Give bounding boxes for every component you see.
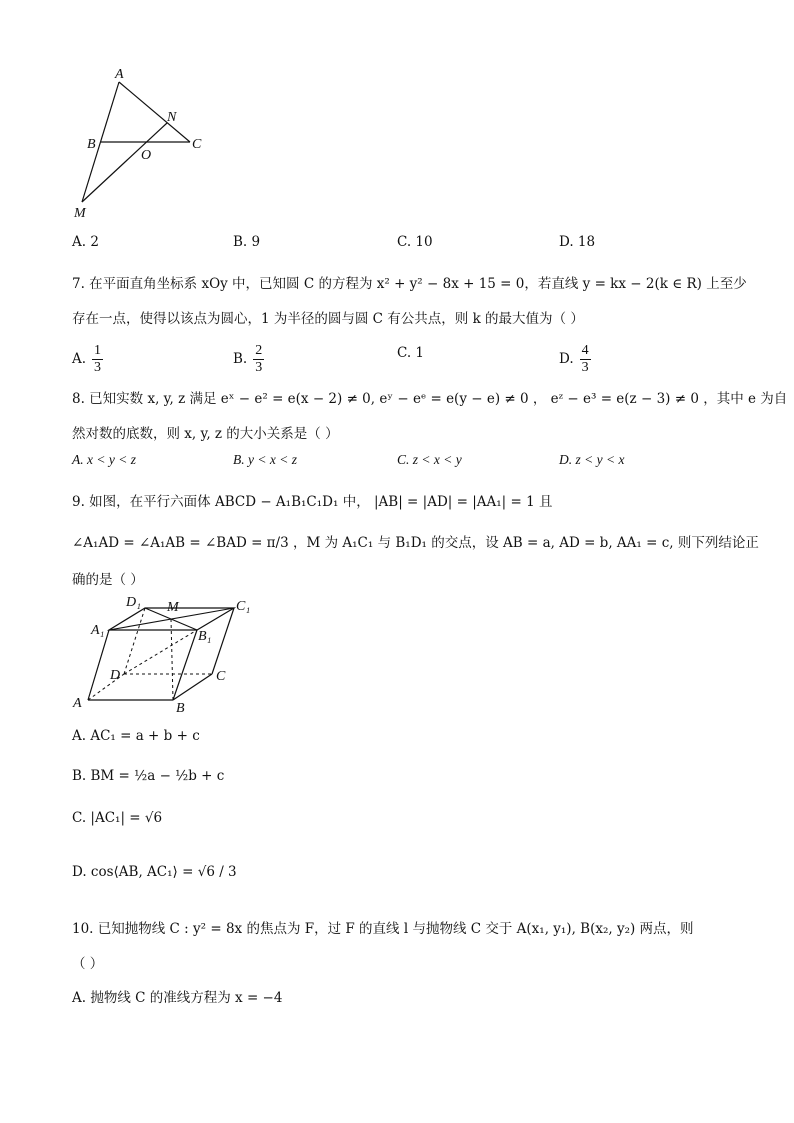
q10-option-a[interactable]: A. 抛物线 C 的准线方程为 x = −4 — [72, 990, 283, 1006]
label-c: C — [216, 669, 226, 684]
label-n: N — [167, 110, 177, 125]
q7-d-numerator: 4 — [581, 343, 589, 358]
label-o: O — [141, 148, 152, 163]
q7-stem-line1: 7. 在平面直角坐标系 xOy 中，已知圆 C 的方程为 x² + y² − 8x + 15 = 0，若直线 y = kx − 2(k ∈ R) 上至少 — [72, 276, 747, 292]
label-c: C — [192, 137, 202, 152]
q9-stem-line1: 9. 如图，在平行六面体 ABCD − A₁B₁C₁D₁ 中， |AB| = |AD| = |AA₁| = 1 且 — [72, 494, 553, 510]
edge-bb1 — [173, 630, 197, 700]
q7-b-denominator: 3 — [255, 360, 263, 375]
label-a: A — [115, 67, 124, 82]
q7-option-b-fraction — [253, 343, 264, 376]
label-b: B — [176, 701, 185, 716]
q8-stem-line2: 然对数的底数，则 x, y, z 的大小关系是（ ） — [72, 426, 339, 442]
q8-option-b[interactable]: B. y < x < z — [233, 452, 297, 467]
label-b: B — [87, 137, 96, 152]
q7-option-a[interactable] — [72, 343, 103, 376]
q10-stem-line2: （ ） — [72, 956, 104, 972]
edge-bc — [173, 674, 212, 700]
q7-option-a-label: A. — [72, 351, 87, 367]
label-d1: D₁ — [126, 595, 141, 610]
q6-option-b[interactable]: B. 9 — [233, 234, 261, 250]
q7-option-d[interactable] — [559, 343, 591, 376]
q9-option-a[interactable]: A. AC₁ = a + b + c — [72, 728, 200, 744]
q7-a-denominator: 3 — [94, 360, 102, 375]
q7-option-d-fraction — [580, 343, 591, 376]
q9-option-d[interactable]: D. cos⟨AB, AC₁⟩ = √6 / 3 — [72, 864, 237, 880]
q9-stem-line3: 确的是（ ） — [72, 572, 144, 588]
label-m: M — [167, 600, 179, 615]
edge-aa1 — [88, 630, 109, 700]
q9-option-b[interactable]: B. BM = ½a − ½b + c — [72, 768, 225, 784]
q6-option-d[interactable]: D. 18 — [559, 234, 596, 250]
q8-option-c[interactable]: C. z < x < y — [397, 452, 462, 467]
q7-b-numerator: 2 — [255, 343, 263, 358]
label-d: D — [110, 668, 121, 683]
q8-option-a[interactable]: A. x < y < z — [72, 452, 136, 467]
q7-options — [72, 333, 732, 373]
triangle-figure — [70, 62, 220, 222]
q7-option-c[interactable]: C. 1 — [397, 345, 425, 361]
q6-option-c[interactable]: C. 10 — [397, 234, 433, 250]
q9-stem-line2: ∠A₁AD = ∠A₁AB = ∠BAD = π/3 ，M 为 A₁C₁ 与 B₁D₁ 的交点，设 AB = a, AD = b, AA₁ = c, 则下列结论正 — [72, 535, 759, 551]
segment-db1-hidden — [124, 630, 197, 674]
parallelepiped-figure — [70, 590, 270, 720]
q7-d-denominator: 3 — [581, 360, 589, 375]
q8-stem-line1: 8. 已知实数 x, y, z 满足 eˣ − e² = e(x − 2) ≠ 0, eʸ − eᵉ = e(y − e) ≠ 0 ， eᶻ − e³ = e(z − 3) ≠ 0 ，其中 e 为自 — [72, 391, 788, 407]
q8-options — [72, 452, 732, 474]
q7-stem-line2: 存在一点，使得以该点为圆心，1 为半径的圆与圆 C 有公共点，则 k 的最大值为（ ） — [72, 311, 584, 327]
edge-cc1 — [212, 608, 234, 674]
q7-option-d-label: D. — [559, 351, 574, 367]
q10-stem-line1: 10. 已知抛物线 C : y² = 8x 的焦点为 F，过 F 的直线 l 与抛物线 C 交于 A(x₁, y₁), B(x₂, y₂) 两点，则 — [72, 921, 694, 937]
label-c1: C₁ — [236, 599, 251, 614]
q8-option-d[interactable]: D. z < y < x — [559, 452, 625, 467]
q7-option-a-fraction — [92, 343, 103, 376]
segment-ac — [119, 82, 190, 142]
label-b1: B₁ — [198, 629, 212, 644]
label-a1: A₁ — [91, 623, 105, 638]
q7-option-b-label: B. — [233, 351, 248, 367]
q7-a-numerator: 1 — [94, 343, 102, 358]
q6-options — [72, 234, 732, 256]
q7-option-b[interactable] — [233, 343, 264, 376]
label-a: A — [73, 696, 82, 711]
q9-option-c[interactable]: C. |AC₁| = √6 — [72, 810, 163, 826]
q6-option-a[interactable]: A. 2 — [72, 234, 99, 250]
label-m: M — [74, 206, 86, 221]
edge-dd1-hidden — [124, 608, 145, 674]
segment-bm-hidden — [171, 619, 173, 700]
